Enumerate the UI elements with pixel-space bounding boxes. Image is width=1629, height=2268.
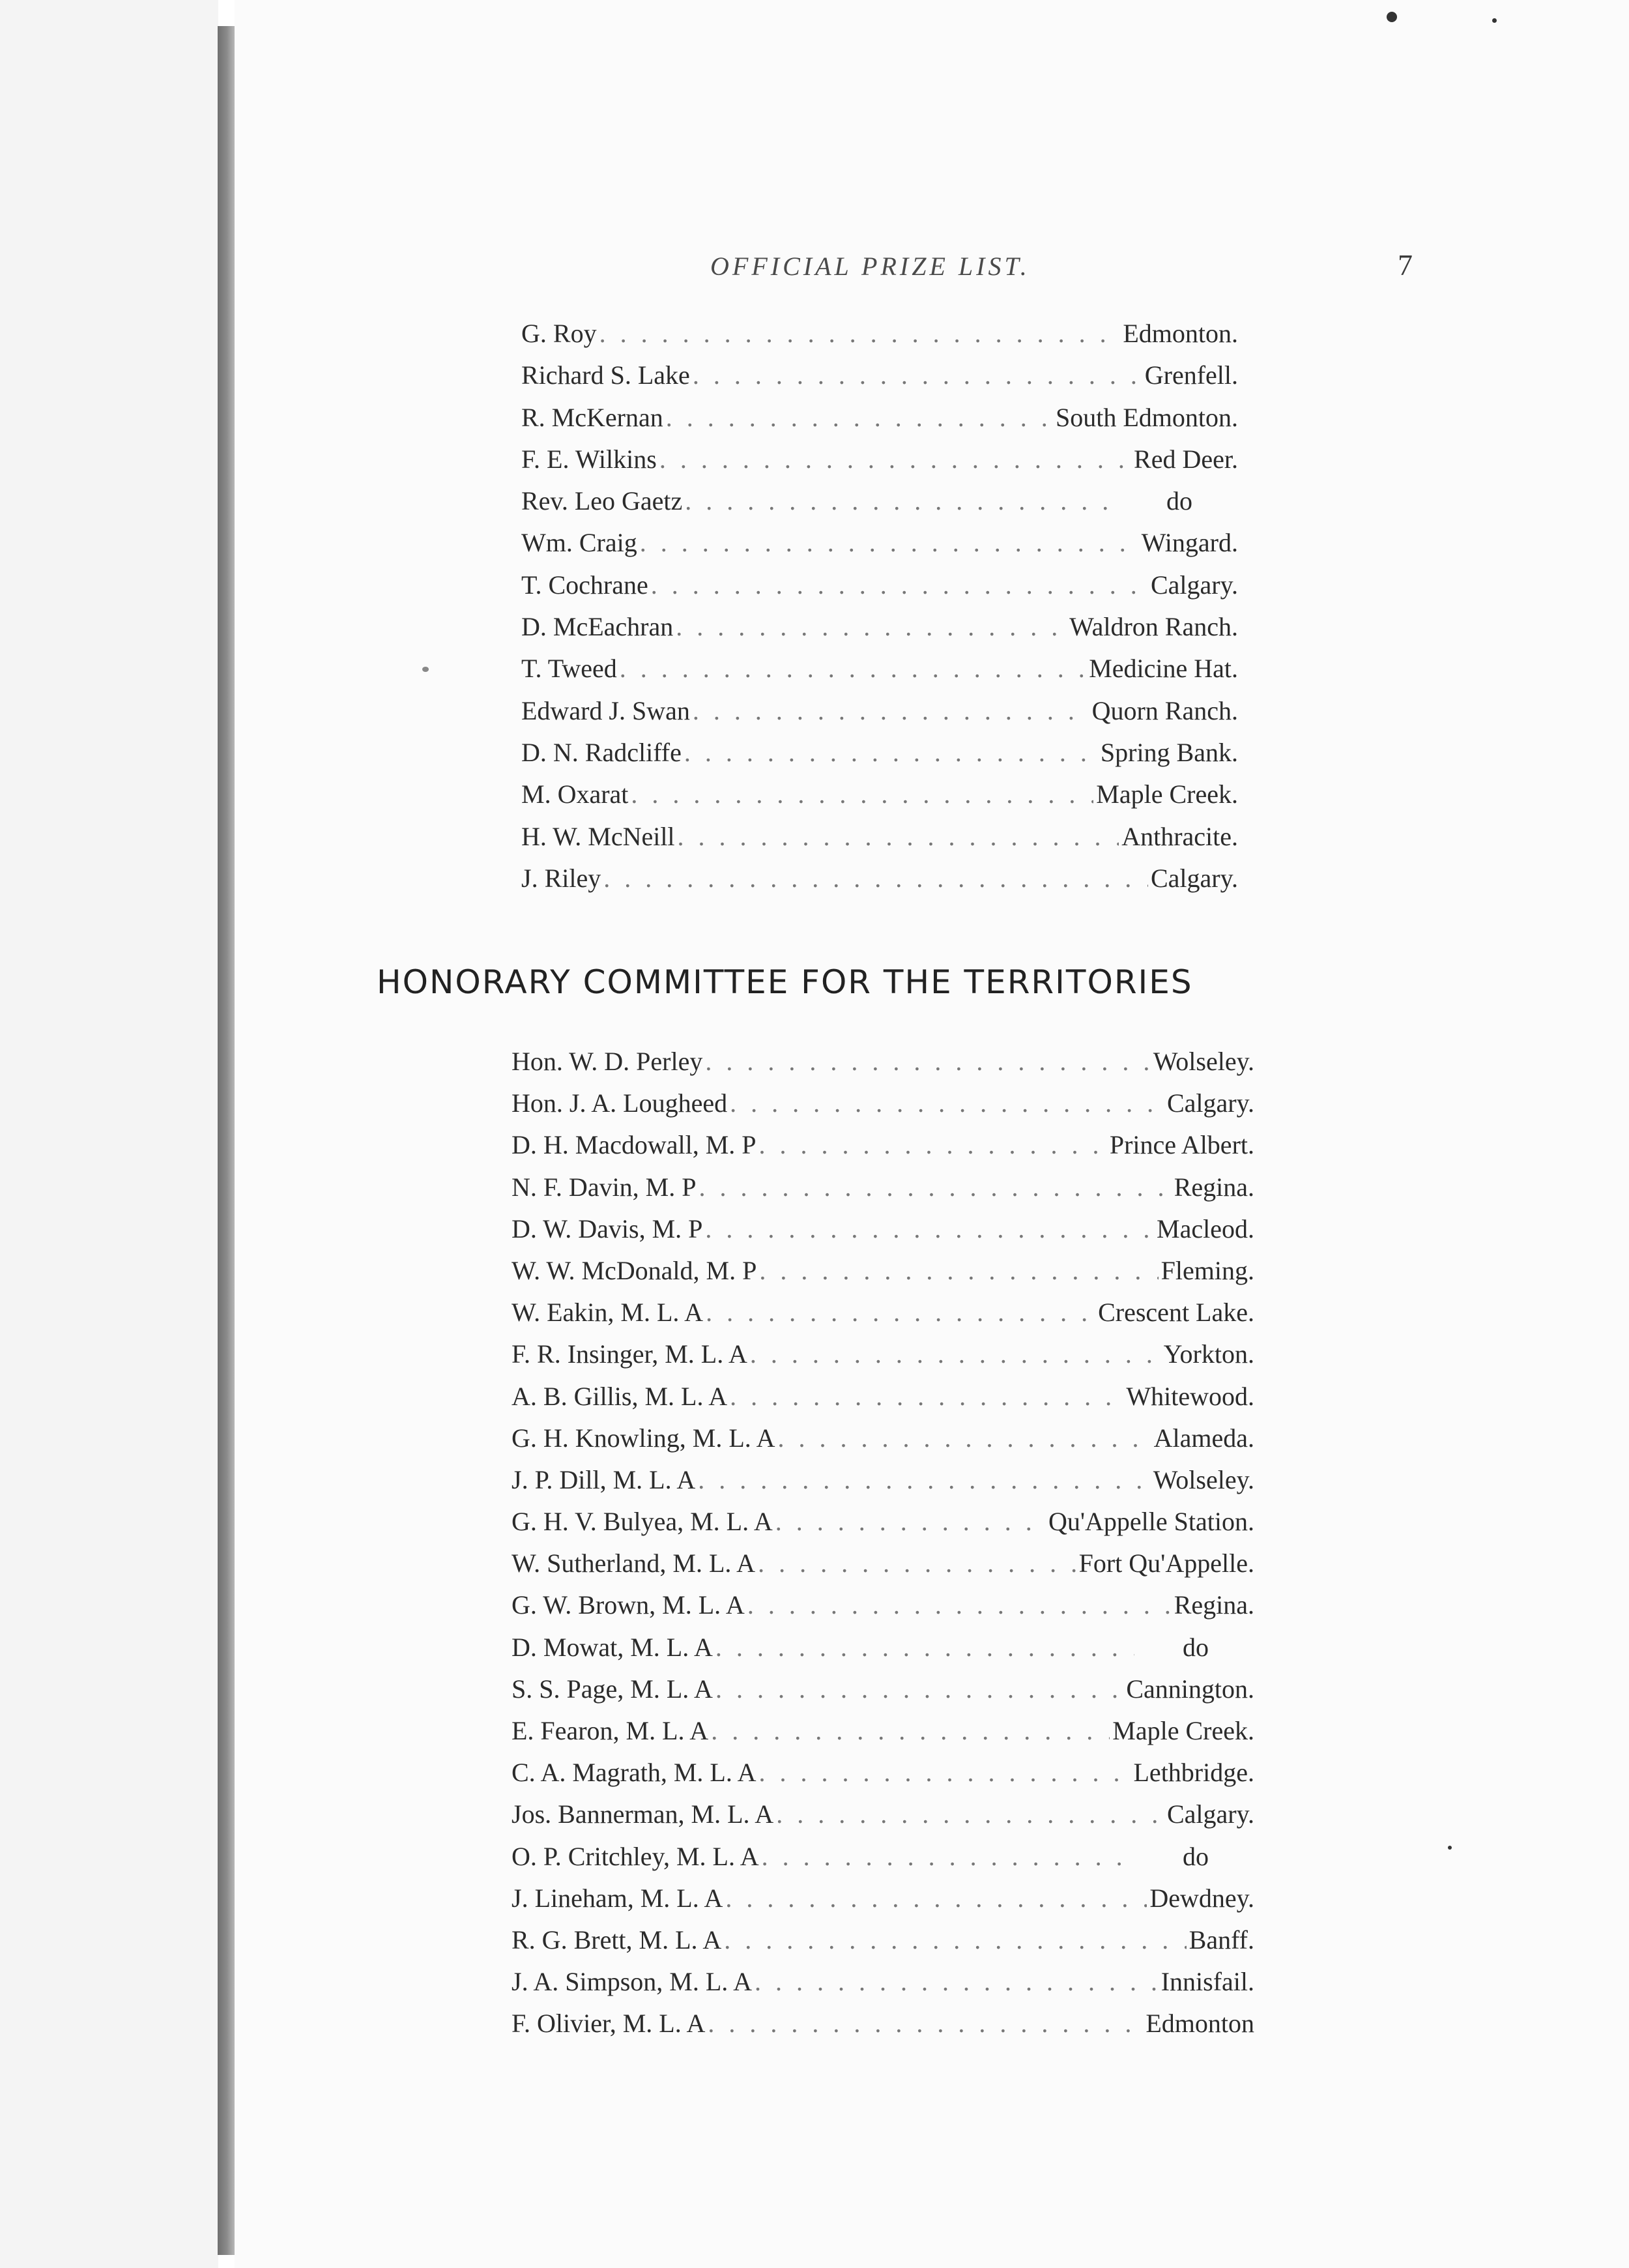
dot-leader: [640, 522, 1139, 564]
person-name: Rev. Leo Gaetz: [521, 486, 683, 516]
person-name: C. A. Magrath, M. L. A: [512, 1758, 757, 1788]
list-item: [521, 355, 1238, 396]
person-name: F. R. Insinger, M. L. A: [512, 1339, 747, 1369]
place-name: Calgary.: [1166, 1088, 1254, 1118]
place-name: Maple Creek.: [1096, 779, 1238, 809]
person-name: J. Lineham, M. L. A: [512, 1883, 723, 1913]
list-item: [512, 1878, 1254, 1919]
honorary-committee-list: [512, 1041, 1254, 2045]
person-name: Wm. Craig: [521, 528, 637, 558]
person-name: T. Tweed: [521, 654, 617, 684]
list-item: [521, 397, 1238, 439]
list-item: [512, 1167, 1254, 1208]
place-name: South Edmonton.: [1055, 402, 1238, 432]
list-item: [512, 1752, 1254, 1794]
list-item: [512, 1459, 1254, 1501]
list-item: [521, 439, 1238, 480]
dot-leader: [708, 2003, 1143, 2044]
dot-leader: [730, 1083, 1164, 1124]
person-name: D. N. Radcliffe: [521, 737, 682, 767]
list-item: [512, 1919, 1254, 1961]
list-item: [521, 522, 1238, 564]
list-item: [521, 774, 1238, 815]
place-name: Waldron Ranch.: [1069, 612, 1238, 642]
list-item: [512, 1543, 1254, 1584]
list-item: [512, 1208, 1254, 1250]
dot-leader: [730, 1376, 1123, 1418]
dot-leader: [659, 439, 1131, 480]
list-item: [512, 1584, 1254, 1626]
place-name: Dewdney.: [1149, 1883, 1254, 1913]
dot-leader: [599, 313, 1121, 355]
dot-leader: [750, 1333, 1161, 1375]
place-name: Edmonton.: [1123, 319, 1238, 348]
person-name: Hon. W. D. Perley: [512, 1047, 703, 1076]
scan-speck: [1387, 12, 1397, 22]
dot-leader: [711, 1710, 1110, 1752]
place-name: Innisfail.: [1160, 1967, 1254, 1997]
dot-leader: [666, 397, 1053, 439]
place-name: Prince Albert.: [1109, 1130, 1254, 1160]
person-name: G. H. V. Bulyea, M. L. A: [512, 1507, 773, 1537]
person-name: S. S. Page, M. L. A: [512, 1674, 713, 1704]
dot-leader: [755, 1961, 1159, 2003]
place-name: Anthracite.: [1121, 821, 1238, 851]
place-name: Yorkton.: [1163, 1339, 1254, 1369]
person-name: A. B. Gillis, M. L. A: [512, 1381, 728, 1411]
scan-speck: [1448, 1846, 1452, 1850]
list-item: [512, 2003, 1254, 2044]
dot-leader: [762, 1836, 1134, 1878]
person-name: R. McKernan: [521, 402, 663, 432]
place-name: Quorn Ranch.: [1091, 695, 1238, 725]
place-name: Calgary.: [1166, 1799, 1254, 1829]
list-item: [512, 1041, 1254, 1083]
place-name: Crescent Lake.: [1098, 1298, 1254, 1328]
person-name: G. W. Brown, M. L. A: [512, 1590, 745, 1620]
list-item: [521, 816, 1238, 858]
person-name: Jos. Bannerman, M. L. A: [512, 1799, 774, 1829]
person-name: Richard S. Lake: [521, 360, 690, 390]
place-name: Wingard.: [1141, 528, 1238, 558]
place-name: do: [1183, 1841, 1209, 1871]
dot-leader: [724, 1919, 1186, 1961]
place-name: Qu'Appelle Station.: [1048, 1507, 1254, 1537]
list-item: [512, 1250, 1254, 1292]
list-item: [512, 1292, 1254, 1333]
place-name: Banff.: [1189, 1925, 1254, 1955]
person-name: J. Riley: [521, 863, 601, 893]
list-item: [521, 648, 1238, 690]
facing-page-margin: [0, 0, 218, 2268]
list-item: [521, 606, 1238, 648]
person-name: M. Oxarat: [521, 779, 629, 809]
person-name: D. W. Davis, M. P: [512, 1214, 703, 1243]
place-name: Medicine Hat.: [1089, 654, 1238, 684]
person-name: E. Fearon, M. L. A: [512, 1716, 709, 1745]
list-item: [512, 1418, 1254, 1459]
dot-leader: [699, 1167, 1172, 1208]
dot-leader: [620, 648, 1086, 690]
person-name: N. F. Davin, M. P: [512, 1172, 697, 1202]
place-name: Calgary.: [1150, 863, 1238, 893]
place-name: Fleming.: [1160, 1255, 1254, 1285]
dot-leader: [651, 564, 1148, 606]
place-name: Regina.: [1174, 1172, 1254, 1202]
dot-leader: [631, 774, 1093, 815]
list-item: [512, 1961, 1254, 2003]
person-name: D. McEachran: [521, 612, 674, 642]
person-name: W. W. McDonald, M. P: [512, 1255, 757, 1285]
dot-leader: [678, 816, 1119, 858]
list-item: [512, 1668, 1254, 1710]
dot-leader: [715, 1627, 1134, 1668]
place-name: Grenfell.: [1144, 360, 1238, 390]
place-name: Calgary.: [1150, 570, 1238, 600]
dot-leader: [685, 480, 1118, 522]
list-item: [512, 1836, 1254, 1878]
dot-leader: [705, 1041, 1150, 1083]
list-item: [512, 1333, 1254, 1375]
binding-gutter-shadow: [218, 26, 235, 2255]
list-item: [521, 564, 1238, 606]
dot-leader: [676, 606, 1067, 648]
place-name: Macleod.: [1157, 1214, 1254, 1243]
dot-leader: [705, 1208, 1154, 1250]
dot-leader: [715, 1668, 1123, 1710]
list-item: [512, 1376, 1254, 1418]
person-name: Hon. J. A. Lougheed: [512, 1088, 728, 1118]
list-item: [512, 1501, 1254, 1543]
dot-leader: [725, 1878, 1147, 1919]
dot-leader: [693, 355, 1142, 396]
person-name: F. E. Wilkins: [521, 444, 657, 474]
person-name: T. Cochrane: [521, 570, 648, 600]
dot-leader: [706, 1292, 1095, 1333]
dot-leader: [693, 690, 1089, 732]
person-name: D. H. Macdowall, M. P: [512, 1130, 757, 1160]
dot-leader: [758, 1543, 1076, 1584]
list-item: [512, 1627, 1254, 1668]
person-name: Edward J. Swan: [521, 695, 690, 725]
dot-leader: [684, 732, 1098, 774]
person-name: J. P. Dill, M. L. A: [512, 1464, 696, 1494]
dot-leader: [775, 1501, 1046, 1543]
place-name: Edmonton: [1146, 2009, 1254, 2039]
list-item: [521, 858, 1238, 899]
person-name: D. Mowat, M. L. A: [512, 1632, 713, 1662]
person-name: J. A. Simpson, M. L. A: [512, 1967, 752, 1997]
person-name: H. W. McNeill: [521, 821, 675, 851]
dot-leader: [759, 1752, 1131, 1794]
place-name: do: [1166, 486, 1192, 516]
page-number: 7: [1398, 248, 1413, 282]
place-name: Red Deer.: [1134, 444, 1238, 474]
list-item: [512, 1124, 1254, 1166]
section-heading: HONORARY COMMITTEE FOR THE TERRITORIES: [377, 963, 1193, 1001]
scan-speck: [422, 667, 429, 672]
person-name: W. Sutherland, M. L. A: [512, 1548, 756, 1578]
person-name: W. Eakin, M. L. A: [512, 1298, 704, 1328]
person-name: G. Roy: [521, 319, 597, 348]
place-name: Cannington.: [1126, 1674, 1254, 1704]
list-item: [521, 480, 1238, 522]
place-name: Spring Bank.: [1100, 737, 1238, 767]
list-item: [512, 1794, 1254, 1835]
person-name: F. Olivier, M. L. A: [512, 2009, 706, 2039]
list-item: [512, 1083, 1254, 1124]
scan-speck: [1492, 18, 1497, 23]
list-item: [521, 313, 1238, 355]
place-name: Alameda.: [1153, 1423, 1254, 1453]
place-name: Maple Creek.: [1112, 1716, 1254, 1745]
dot-leader: [747, 1584, 1172, 1626]
list-item: [521, 690, 1238, 732]
place-name: Fort Qu'Appelle.: [1078, 1548, 1254, 1578]
dot-leader: [603, 858, 1148, 899]
place-name: Regina.: [1174, 1590, 1254, 1620]
dot-leader: [698, 1459, 1150, 1501]
list-item: [512, 1710, 1254, 1752]
dot-leader: [759, 1124, 1107, 1166]
list-item: [521, 732, 1238, 774]
place-name: Lethbridge.: [1133, 1758, 1254, 1788]
place-name: Whitewood.: [1126, 1381, 1254, 1411]
dot-leader: [776, 1794, 1164, 1835]
place-name: Wolseley.: [1153, 1464, 1254, 1494]
person-name: O. P. Critchley, M. L. A: [512, 1841, 759, 1871]
person-name: R. G. Brett, M. L. A: [512, 1925, 722, 1955]
dot-leader: [759, 1250, 1158, 1292]
person-name: G. H. Knowling, M. L. A: [512, 1423, 775, 1453]
judges-list: [521, 313, 1238, 899]
place-name: Wolseley.: [1153, 1047, 1254, 1076]
dot-leader: [777, 1418, 1151, 1459]
place-name: do: [1183, 1632, 1209, 1662]
running-title: OFFICIAL PRIZE LIST.: [710, 252, 1030, 281]
